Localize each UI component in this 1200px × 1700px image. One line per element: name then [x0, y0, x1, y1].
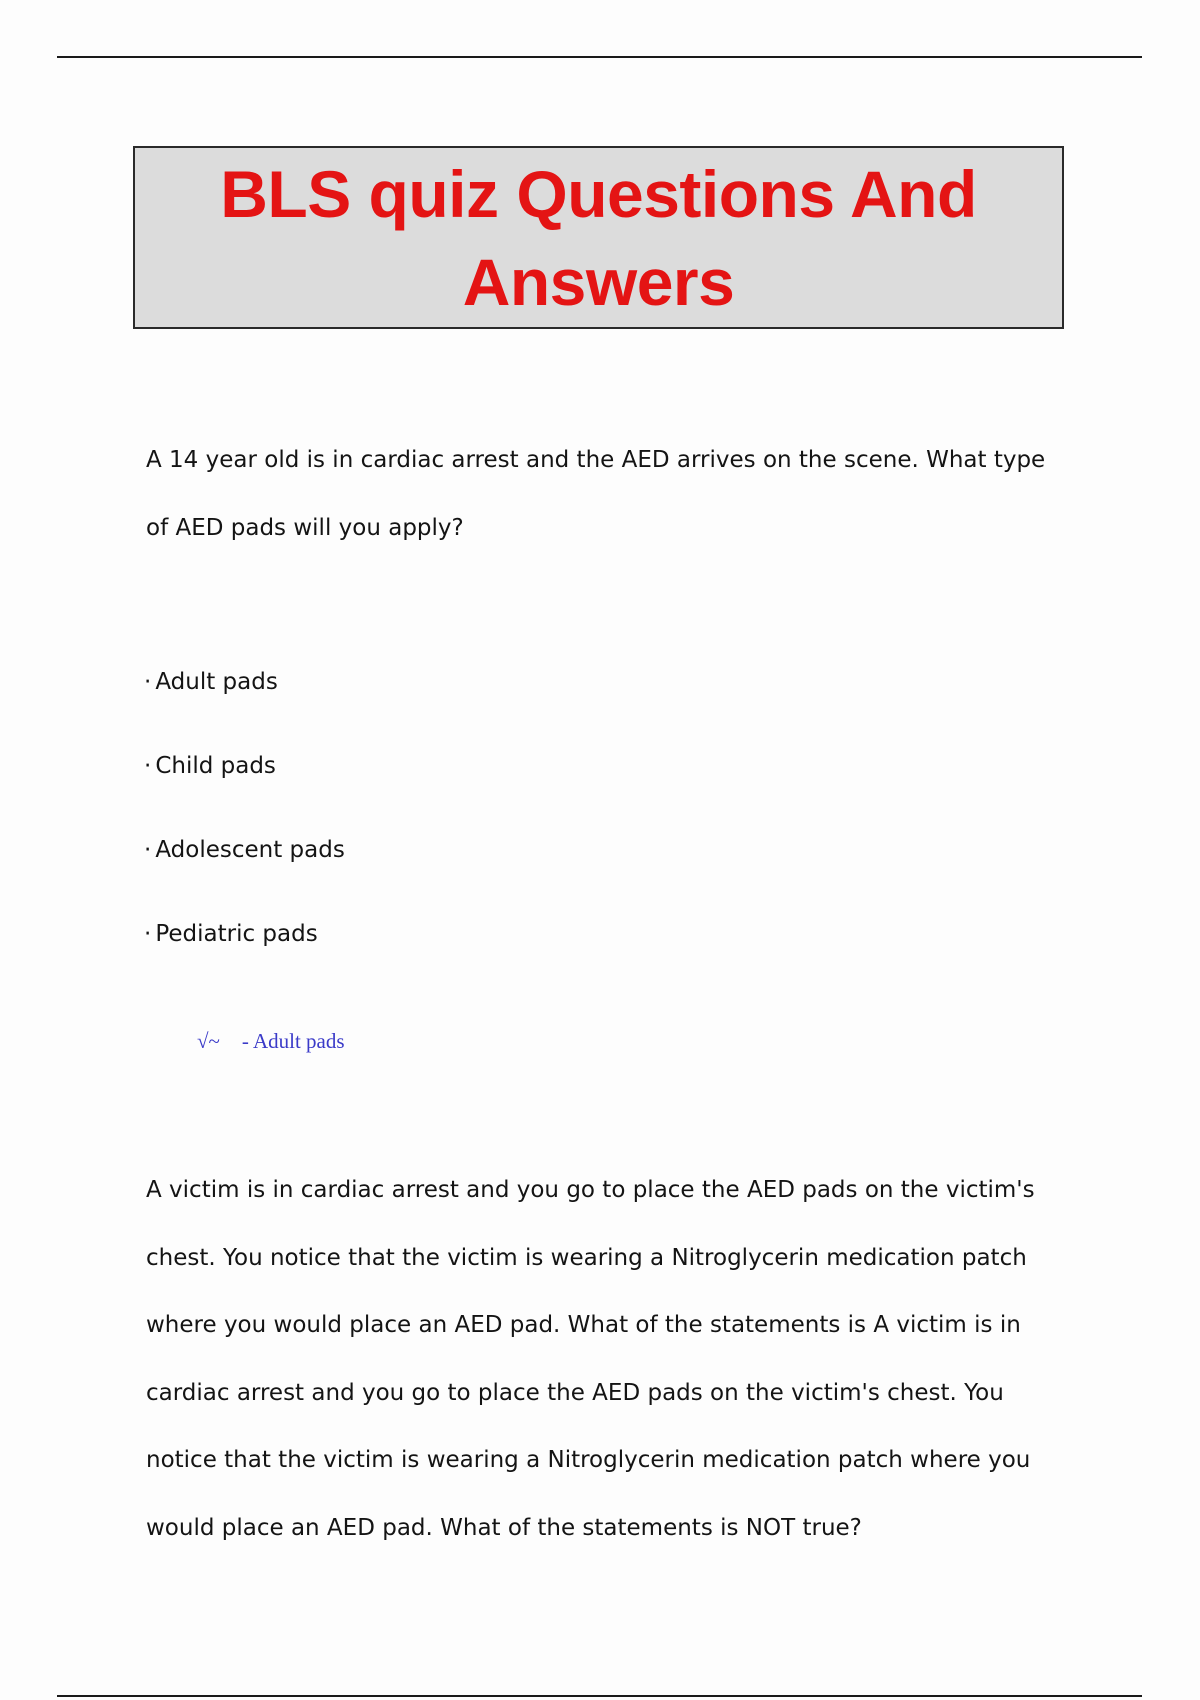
title-box [133, 146, 1064, 329]
option-label: Pediatric pads [155, 921, 318, 947]
bullet-icon: · [144, 669, 152, 695]
option-label: Adolescent pads [155, 837, 345, 863]
question-1-options [144, 668, 345, 1004]
option-item [144, 836, 345, 920]
option-label: Child pads [155, 753, 276, 779]
option-item [144, 920, 345, 1004]
bullet-icon: · [144, 921, 152, 947]
question-1-answer [197, 1026, 345, 1056]
question-1-text: A 14 year old is in cardiac arrest and the AED arrives on the scene. What type of AED pads will you apply? [146, 447, 1046, 541]
bullet-icon: · [144, 837, 152, 863]
footer-rule [57, 1695, 1142, 1697]
option-item [144, 752, 345, 836]
checkmark-icon: √~ [197, 1029, 220, 1053]
question-2-text: A victim is in cardiac arrest and you go to place the AED pads on the victim's chest. You notice that the victim is wearing a Nitroglycerin medication patch where you would place an AED pad. What of the statements is A victim is in cardiac arrest and you go to place the AED pads on the victim's chest. You notice that the victim is wearing a Nitroglycerin medication patch where you would place an AED pad. What of the statements is NOT true? [146, 1177, 1035, 1541]
option-label: Adult pads [155, 669, 278, 695]
bullet-icon: · [144, 753, 152, 779]
header-rule [57, 56, 1142, 58]
answer-text: - Adult pads [241, 1029, 345, 1053]
option-item [144, 668, 345, 752]
document-title: BLS quiz Questions And Answers [220, 156, 977, 319]
